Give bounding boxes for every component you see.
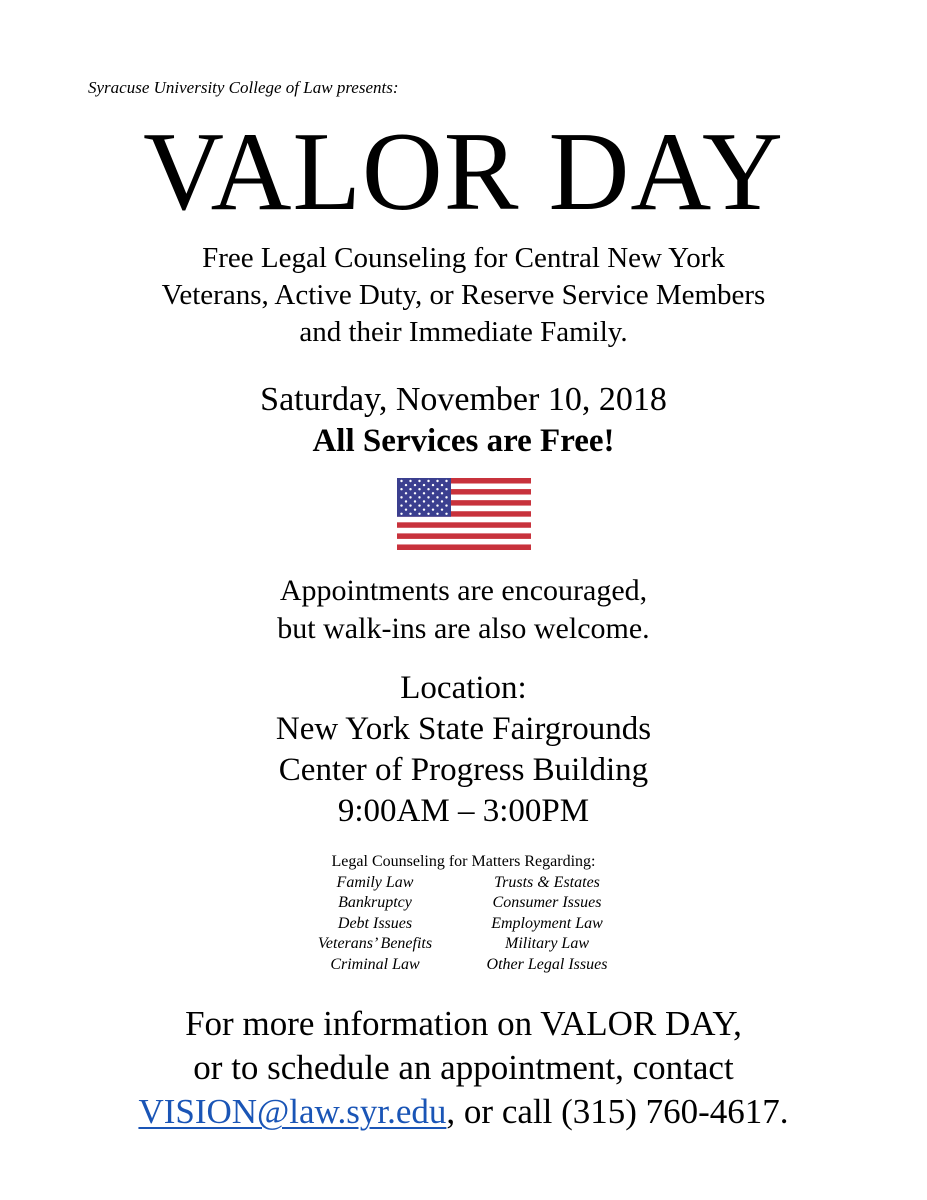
flag-star	[445, 480, 447, 482]
flag-star	[409, 513, 411, 515]
flag-star	[441, 492, 443, 494]
flag-stripe	[397, 539, 531, 545]
flag-star	[414, 508, 416, 510]
presenter-line: Syracuse University College of Law presents:	[88, 78, 399, 97]
free-notice: All Services are Free!	[312, 423, 615, 459]
flag-star	[400, 496, 402, 498]
flag-star	[436, 480, 438, 482]
flag-star	[436, 488, 438, 490]
flag-star	[418, 496, 420, 498]
flag-star	[418, 504, 420, 506]
flag-star	[409, 488, 411, 490]
flag-star	[445, 488, 447, 490]
flag-star	[432, 500, 434, 502]
event-title: VALOR DAY	[143, 110, 784, 234]
contact-line: or to schedule an appointment, contact	[193, 1048, 734, 1087]
flag-star	[405, 500, 407, 502]
services-heading: Legal Counseling for Matters Regarding:	[331, 853, 596, 870]
flag-stripe	[397, 533, 531, 539]
services-row	[0, 893, 927, 914]
flag-stripe	[397, 522, 531, 528]
flag-star	[436, 513, 438, 515]
flag-star	[423, 484, 425, 486]
flag-star	[427, 496, 429, 498]
flag-star	[418, 513, 420, 515]
appointments-note	[0, 572, 927, 648]
flag-star	[427, 513, 429, 515]
subtitle-line: Free Legal Counseling for Central New York	[202, 242, 725, 274]
service-item: Employment Law	[491, 914, 603, 932]
flag-star	[441, 508, 443, 510]
subtitle-line: Veterans, Active Duty, or Reserve Service Members	[161, 279, 766, 311]
flag-stripe	[397, 544, 531, 550]
service-item: Other Legal Issues	[486, 955, 608, 973]
location-venue: New York State Fairgrounds	[275, 711, 652, 747]
phone-text: , or call (315) 760-4617.	[446, 1092, 789, 1131]
flag-star	[432, 492, 434, 494]
flag-star	[427, 480, 429, 482]
appointments-line: but walk-ins are also welcome.	[277, 612, 650, 645]
services-row	[0, 934, 927, 955]
flag-star	[405, 492, 407, 494]
flag-star	[414, 484, 416, 486]
flag-star	[427, 488, 429, 490]
flag-star	[423, 500, 425, 502]
flag-star	[441, 500, 443, 502]
email-link[interactable]: VISION@law.syr.edu	[138, 1092, 447, 1131]
services-row	[0, 914, 927, 935]
appointments-line: Appointments are encouraged,	[279, 574, 648, 607]
flag-star	[436, 496, 438, 498]
flag-star	[400, 513, 402, 515]
flag-star	[418, 488, 420, 490]
flag-star	[409, 496, 411, 498]
service-item: Bankruptcy	[338, 894, 412, 911]
flag-star	[436, 504, 438, 506]
services-list	[0, 852, 927, 975]
flag-star	[423, 508, 425, 510]
services-row	[0, 873, 927, 894]
flag-star	[432, 508, 434, 510]
flag-star	[432, 484, 434, 486]
location-block	[0, 668, 927, 832]
flag-star	[414, 492, 416, 494]
flag-star	[445, 504, 447, 506]
flag-star	[400, 480, 402, 482]
flag-stripe	[397, 528, 531, 534]
location-building: Center of Progress Building	[278, 752, 649, 788]
flag-canton	[397, 478, 451, 517]
flag-star	[400, 504, 402, 506]
subtitle-line: and their Immediate Family.	[299, 316, 628, 348]
flag-stripe	[397, 517, 531, 523]
flag-star	[445, 513, 447, 515]
flag-star	[423, 492, 425, 494]
service-item: Family Law	[336, 873, 414, 891]
american-flag-graphic	[397, 478, 531, 550]
contact-line: For more information on VALOR DAY,	[185, 1004, 742, 1043]
service-item: Military Law	[504, 935, 589, 952]
flag-star	[427, 504, 429, 506]
flag-star	[409, 504, 411, 506]
location-label: Location:	[400, 670, 527, 706]
service-item: Debt Issues	[337, 914, 413, 932]
contact-block	[0, 1002, 927, 1134]
contact-line	[0, 1090, 927, 1134]
service-item: Trusts & Estates	[494, 873, 600, 891]
service-item: Veterans’ Benefits	[317, 935, 433, 952]
flag-star	[405, 484, 407, 486]
flag-star	[400, 488, 402, 490]
event-hours: 9:00AM – 3:00PM	[337, 793, 590, 829]
flag-star	[445, 496, 447, 498]
event-subtitle	[0, 240, 927, 351]
service-item: Criminal Law	[330, 955, 420, 973]
flag-star	[441, 484, 443, 486]
event-date: Saturday, November 10, 2018	[260, 381, 667, 418]
flag-star	[418, 480, 420, 482]
american-flag-icon	[397, 478, 531, 550]
services-row	[0, 955, 927, 976]
flag-star	[409, 480, 411, 482]
flag-star	[405, 508, 407, 510]
service-item: Consumer Issues	[492, 894, 602, 911]
flag-star	[414, 500, 416, 502]
